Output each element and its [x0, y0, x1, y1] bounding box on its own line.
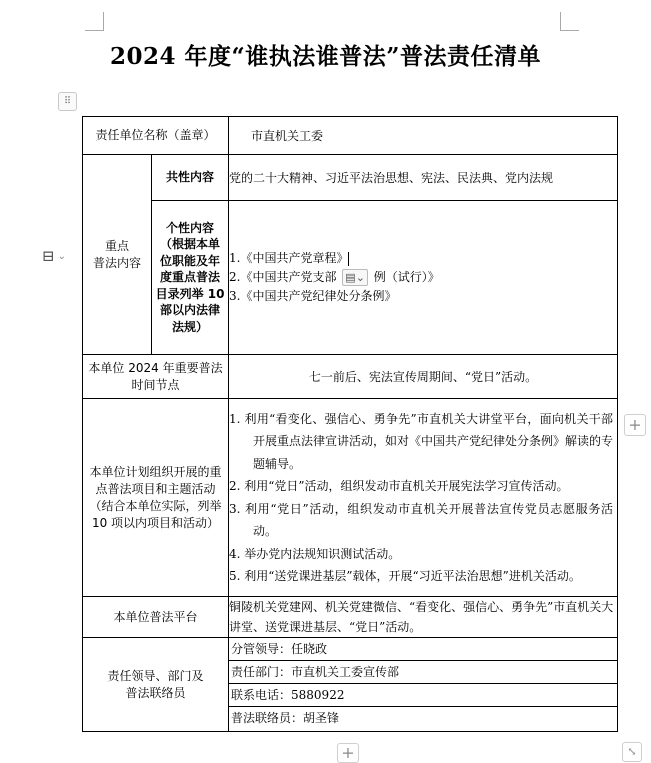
list-item: 5. 利用“送党课进基层”载体，开展“习近平法治思想”进机关活动。 [229, 569, 581, 583]
document-title: 2024 年度“谁执法谁普法”普法责任清单 [110, 43, 541, 70]
table-resize-icon[interactable]: ⤡ [622, 742, 642, 762]
table-row [83, 638, 618, 732]
row-select-icon[interactable]: ⊟ [42, 247, 55, 265]
common-label: 共性内容 [152, 155, 229, 201]
add-column-plus-icon[interactable]: + [624, 414, 646, 436]
table-row [83, 399, 618, 597]
table-move-handle-icon[interactable]: ⠿ [58, 92, 77, 111]
specific-item: 3.《中国共产党纪律处分条例》 [229, 289, 397, 303]
list-item: 2. 利用“党日”活动，组织发动市直机关开展宪法学习宣传活动。 [229, 479, 569, 493]
list-item: 4. 举办党内法规知识测试活动。 [229, 546, 401, 561]
time-value[interactable]: 七一前后、宪法宣传周期间、“党日”活动。 [229, 355, 618, 399]
common-value[interactable]: 党的二十大精神、习近平法治思想、宪法、民法典、党内法规 [229, 155, 618, 201]
platform-value[interactable]: 铜陵机关党建网、机关党建微信、“看变化、强信心、勇争先”市直机关大讲堂、送党课进基层、“党日”活动。 [229, 597, 618, 638]
contact-line: 责任部门：市直机关工委宣传部 [229, 661, 617, 684]
add-row-plus-icon[interactable]: + [337, 743, 359, 763]
specific-label: 个性内容（根据本单位职能及年度重点普法目录列举 10 部以内法律法规） [152, 201, 229, 355]
plan-list [229, 408, 617, 588]
chevron-down-icon[interactable]: ⌄ [57, 250, 66, 262]
plan-value[interactable] [229, 399, 618, 597]
contact-label: 责任领导、部门及 普法联络员 [83, 638, 229, 732]
table-row [83, 597, 618, 638]
plan-label: 本单位计划组织开展的重点普法项目和主题活动（结合本单位实际，列举 10 项以内项目和活动） [83, 399, 229, 597]
specific-item: 2.《中国共产党支部 ▤⌄ 例（试行）》 [229, 270, 440, 284]
specific-value[interactable] [229, 201, 618, 355]
list-item: 1. 利用“看变化、强信心、勇争先”市直机关大讲堂平台，面向机关干部开展重点法律宣讲活动，如对《中国共产党纪律处分条例》解读的专题辅导。 [229, 411, 614, 471]
paste-options-icon[interactable]: ▤⌄ [342, 269, 368, 286]
platform-label: 本单位普法平台 [83, 597, 229, 638]
contact-line: 普法联络员：胡圣锋 [231, 711, 340, 725]
table-row [83, 201, 618, 355]
table-row [83, 155, 618, 201]
list-item: 3. 利用“党日”活动，组织发动市直机关开展普法宣传党员志愿服务活动。 [229, 501, 614, 538]
contact-line: 分管领导：任晓政 [229, 638, 617, 661]
text-cursor [348, 252, 349, 266]
page-margin-corner-top-left [85, 12, 104, 31]
unit-label: 责任单位名称（盖章） [83, 117, 229, 155]
contact-value[interactable] [229, 638, 618, 732]
focus-label: 重点 普法内容 [83, 155, 152, 355]
responsibility-table [82, 116, 618, 732]
time-label: 本单位 2024 年重要普法时间节点 [83, 355, 229, 399]
contact-line: 联系电话：5880922 [229, 684, 617, 707]
unit-value[interactable]: 市直机关工委 [229, 117, 618, 155]
table-row [83, 355, 618, 399]
specific-item: 1.《中国共产党章程》 [229, 251, 349, 265]
page-margin-corner-top-right [560, 12, 579, 31]
table-row [83, 117, 618, 155]
row-select-tool[interactable] [42, 246, 78, 266]
